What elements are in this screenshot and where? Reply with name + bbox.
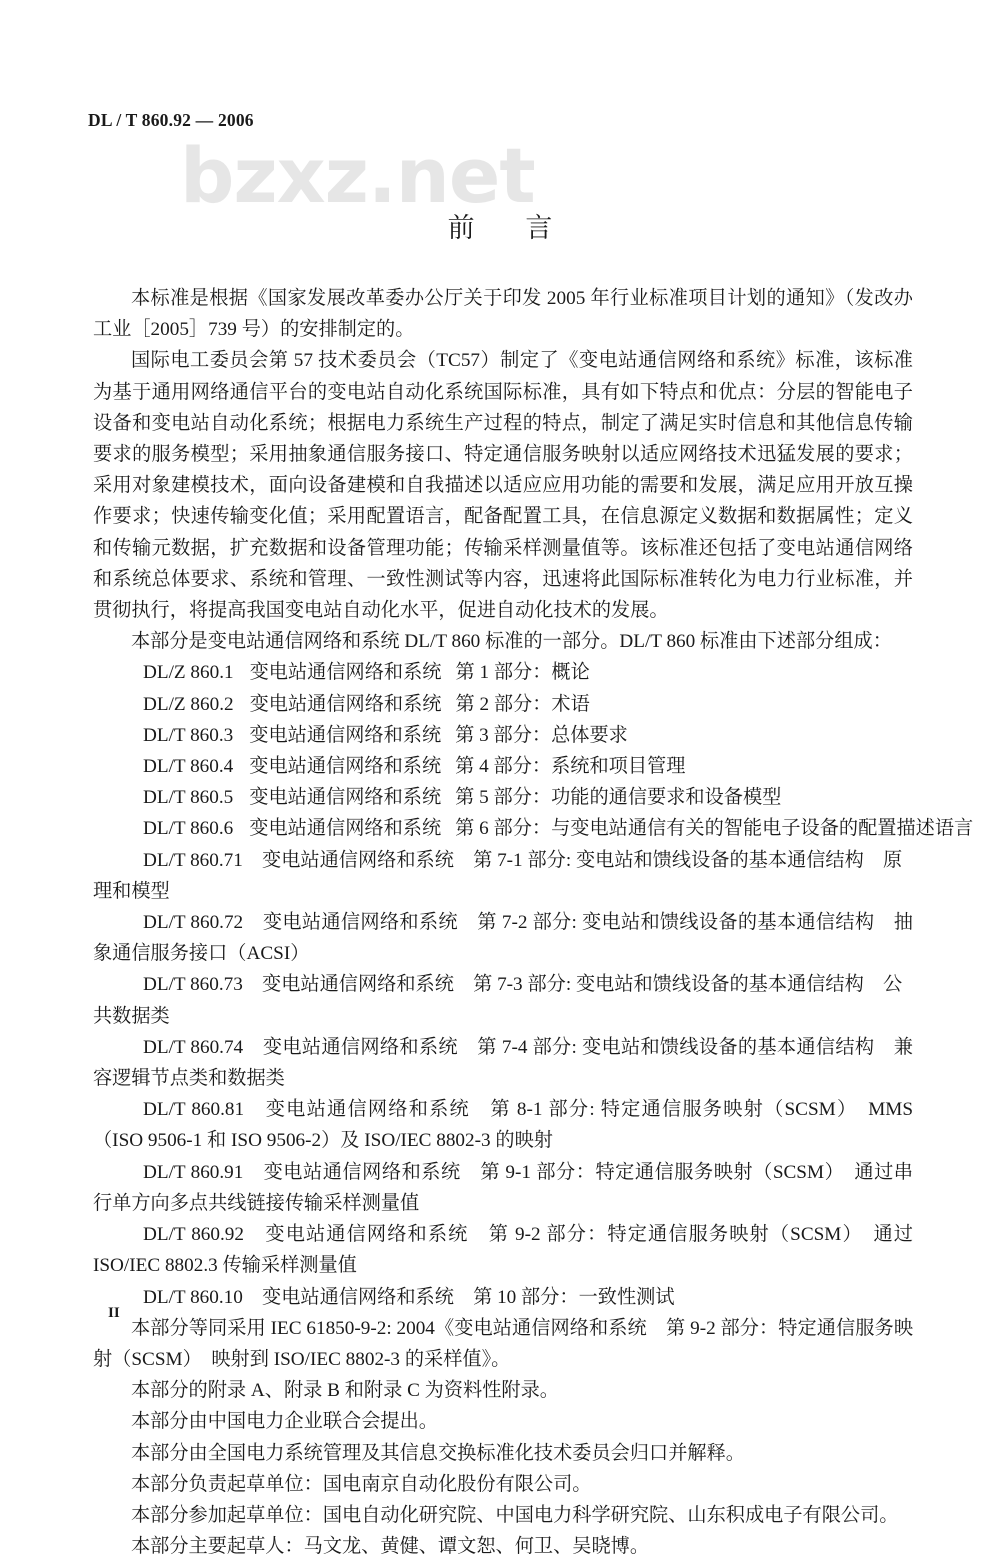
- paragraph-responsible-drafting-org: 本部分负责起草单位：国电南京自动化股份有限公司。: [131, 1473, 592, 1495]
- standard-part: 第 6 部分：与变电站通信有关的智能电子设备的配置描述语言: [455, 818, 974, 840]
- standard-series: 变电站通信网络和系统: [249, 693, 442, 715]
- site-watermark: bzxz.net: [180, 131, 535, 220]
- standard-part: 第 1 部分：概论: [455, 662, 590, 684]
- list-item: [93, 689, 913, 720]
- list-item: DL/T 860.91 变电站通信网络和系统 第 9-1 部分：特定通信服务映射（SCSM） 通过串行单方向多点共线链接传输采样测量值: [93, 1161, 913, 1214]
- standard-code: DL/T 860.5: [143, 787, 234, 809]
- list-item: [93, 813, 974, 844]
- paragraph-part-of-series: 本部分是变电站通信网络和系统 DL/T 860 标准的一部分。DL/T 860 标准由下述部分组成：: [131, 631, 892, 653]
- standards-list-short: [93, 657, 974, 844]
- standard-code: DL/Z 860.2: [143, 693, 234, 715]
- list-item: DL/T 860.81 变电站通信网络和系统 第 8-1 部分: 特定通信服务映射（SCSM） MMS（ISO 9506-1 和 ISO 9506-2）及 ISO/IEC 8802-3 的映射: [93, 1099, 913, 1152]
- list-item: [93, 782, 913, 813]
- section-title-foreword: 前 言: [447, 213, 575, 243]
- standard-series: 变电站通信网络和系统: [249, 818, 442, 840]
- standard-code: DL/Z 860.1: [143, 662, 234, 684]
- paragraph-scope-basis: 本标准是根据《国家发展改革委办公厅关于印发 2005 年行业标准项目计划的通知》（发改办工业［2005］739 号）的安排制定的。: [93, 288, 913, 341]
- standard-series: 变电站通信网络和系统: [249, 756, 442, 778]
- page-number: II: [108, 1305, 120, 1321]
- standard-code: DL/T 860.6: [143, 818, 234, 840]
- standard-part: 第 2 部分：术语: [455, 693, 590, 715]
- paragraph-proposed-by: 本部分由中国电力企业联合会提出。: [131, 1411, 438, 1433]
- standard-series: 变电站通信网络和系统: [249, 662, 442, 684]
- list-item: DL/T 860.10 变电站通信网络和系统 第 10 部分：一致性测试: [143, 1286, 675, 1308]
- standard-series: 变电站通信网络和系统: [249, 787, 442, 809]
- list-item: DL/T 860.71 变电站通信网络和系统 第 7-1 部分: 变电站和馈线设备的基本通信结构 原理和模型: [93, 849, 903, 902]
- paragraph-iec-equivalent: 本部分等同采用 IEC 61850-9-2: 2004《变电站通信网络和系统 第 9-2 部分：特定通信服务映射（SCSM） 映射到 ISO/IEC 8802-3 的采样值》。: [93, 1317, 913, 1370]
- list-item: [93, 720, 913, 751]
- paragraph-participating-drafting-orgs: 本部分参加起草单位：国电自动化研究院、中国电力科学研究院、山东积成电子有限公司。: [131, 1504, 899, 1526]
- paragraph-iec-background: 国际电工委员会第 57 技术委员会（TC57）制定了《变电站通信网络和系统》标准，该标准为基于通用网络通信平台的变电站自动化系统国际标准，具有如下特点和优点：分层的智能电子设备和变电站自动化系统；根据电力系统生产过程的特点，制定了满足实时信息和其他信息传输要求的服务模型；采用抽象通信服务接口、特定通信服务映射以适应网络技术迅猛发展的要求；采用对象建模技术，面向设备建模和自我描述以适应应用功能的需要和发展，满足应用开放互操作要求；快速传输变化值；采用配置语言，配备配置工具，在信息源定义数据和数据属性；定义和传输元数据，扩充数据和设备管理功能；传输采样测量值等。该标准还包括了变电站通信网络和系统总体要求、系统和管理、一致性测试等内容，迅速将此国际标准转化为电力行业标准，并贯彻执行，将提高我国变电站自动化水平，促进自动化技术的发展。: [93, 350, 913, 622]
- standard-series: 变电站通信网络和系统: [249, 724, 442, 746]
- list-item: [93, 657, 913, 688]
- standard-number-header: DL / T 860.92 — 2006: [88, 110, 254, 130]
- standard-part: 第 5 部分：功能的通信要求和设备模型: [455, 787, 782, 809]
- paragraph-annexes: 本部分的附录 A、附录 B 和附录 C 为资料性附录。: [131, 1380, 559, 1402]
- list-item: DL/T 860.73 变电站通信网络和系统 第 7-3 部分: 变电站和馈线设备的基本通信结构 公共数据类: [93, 974, 903, 1027]
- standard-code: DL/T 860.3: [143, 724, 234, 746]
- paragraph-administered-by: 本部分由全国电力系统管理及其信息交换标准化技术委员会归口并解释。: [131, 1442, 745, 1464]
- list-item: DL/T 860.74 变电站通信网络和系统 第 7-4 部分: 变电站和馈线设备的基本通信结构 兼容逻辑节点类和数据类: [93, 1036, 913, 1090]
- list-item: [93, 751, 913, 782]
- standard-code: DL/T 860.4: [143, 756, 234, 778]
- paragraph-main-drafters: 本部分主要起草人：马文龙、黄健、谭文恕、何卫、吴晓博。: [131, 1536, 650, 1558]
- standard-part: 第 3 部分：总体要求: [455, 724, 628, 746]
- document-body: [93, 283, 974, 1562]
- standard-part: 第 4 部分：系统和项目管理: [455, 756, 686, 778]
- list-item: DL/T 860.72 变电站通信网络和系统 第 7-2 部分: 变电站和馈线设备的基本通信结构 抽象通信服务接口（ACSI）: [93, 912, 913, 965]
- list-item: DL/T 860.92 变电站通信网络和系统 第 9-2 部分：特定通信服务映射（SCSM） 通过 ISO/IEC 8802.3 传输采样测量值: [93, 1224, 913, 1277]
